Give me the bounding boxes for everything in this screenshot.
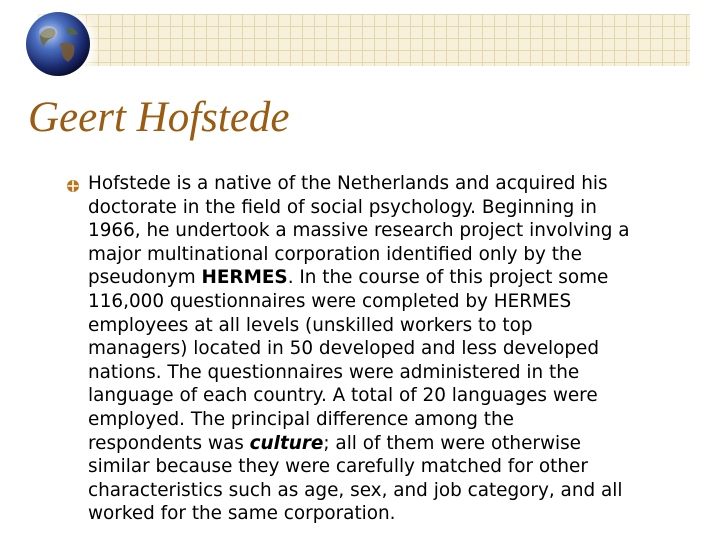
line-text: major multinational corporation identified only by the [88, 243, 582, 265]
line-text: language of each country. A total of 20 languages were [88, 385, 598, 407]
paragraph-line [88, 337, 688, 361]
header-banner [0, 0, 720, 80]
paragraph-line [88, 361, 688, 385]
bullet-paragraph [88, 172, 688, 526]
line-text: doctorate in the field of social psychology. Beginning in [88, 196, 597, 218]
paragraph-line [88, 408, 688, 432]
line-text: 1966, he undertook a massive research project involving a [88, 220, 630, 242]
paragraph-line [88, 266, 688, 290]
line-text: employed. The principal difference among the [88, 408, 514, 430]
paragraph-line [88, 243, 688, 267]
line-text: similar because they were carefully matched for other [88, 456, 588, 478]
culture-emphasis: culture [249, 432, 324, 454]
paragraph-line [88, 455, 688, 479]
line-text: respondents was [88, 432, 250, 454]
globe-icon [16, 4, 100, 88]
paragraph-line [88, 432, 688, 456]
banner-grid-strip [38, 14, 690, 66]
line-text: nations. The questionnaires were administered in the [88, 361, 580, 383]
bullet-icon [66, 179, 80, 193]
line-text: 116,000 questionnaires were completed by HERMES [88, 290, 572, 312]
paragraph-line [88, 172, 688, 196]
line-text: characteristics such as age, sex, and job category, and all [88, 479, 623, 501]
paragraph-line [88, 384, 688, 408]
paragraph-line [88, 502, 688, 526]
line-text: employees at all levels (unskilled workers to top [88, 314, 533, 336]
line-text: pseudonym [88, 267, 202, 289]
line-text: managers) located in 50 developed and less developed [88, 338, 600, 360]
line-text: Hofstede is a native of the Netherlands and acquired his [88, 173, 608, 194]
slide-title: Geert Hofstede [28, 94, 290, 141]
line-text: . In the course of this project some [287, 267, 609, 289]
line-text: ; all of them were otherwise [323, 432, 581, 454]
line-text: worked for the same corporation. [88, 503, 396, 525]
paragraph-line [88, 219, 688, 243]
paragraph-line [88, 479, 688, 503]
paragraph-line [88, 314, 688, 338]
paragraph-line [88, 290, 688, 314]
hermes-emphasis: HERMES [201, 267, 288, 289]
paragraph-line [88, 196, 688, 220]
